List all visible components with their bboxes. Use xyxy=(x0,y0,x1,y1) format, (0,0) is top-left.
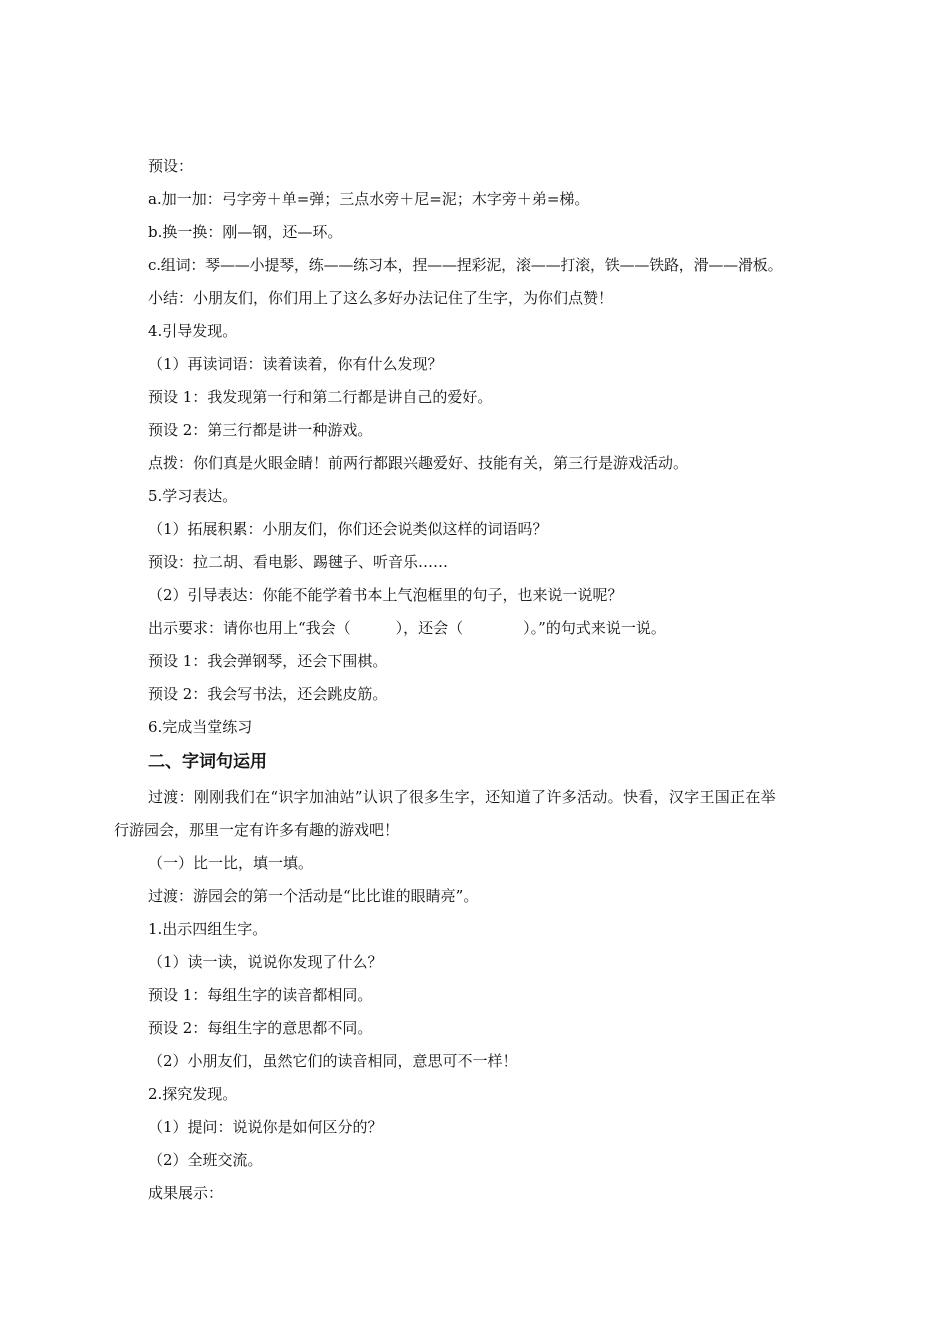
paragraph: 小结：小朋友们，你们用上了这么多好办法记住了生字，为你们点赞！ xyxy=(148,289,614,307)
paragraph: 出示要求：请你也用上“我会（ ），还会（ ）。”的句式来说一说。 xyxy=(148,619,666,637)
paragraph: 预设 2：我会写书法，还会跳皮筋。 xyxy=(148,685,388,703)
paragraph: 预设： xyxy=(148,157,194,175)
section-heading: 二、字词句运用 xyxy=(148,752,267,772)
paragraph: （2）全班交流。 xyxy=(148,1151,263,1169)
paragraph: 过渡：刚刚我们在“识字加油站”认识了很多生字，还知道了许多活动。快看，汉字王国正在举 xyxy=(148,788,776,806)
paragraph: 预设：拉二胡、看电影、踢毽子、听音乐…… xyxy=(148,553,449,571)
paragraph: 成果展示： xyxy=(148,1184,224,1202)
paragraph: （1）读一读，说说你发现了什么？ xyxy=(148,953,383,971)
paragraph: 2.探究发现。 xyxy=(148,1085,238,1103)
paragraph: c.组词：琴——小提琴，练——练习本，捏——捏彩泥，滚——打滚，铁——铁路，滑——滑板。 xyxy=(148,256,783,274)
paragraph: 预设 1：每组生字的读音都相同。 xyxy=(148,986,373,1004)
paragraph: 4.引导发现。 xyxy=(148,322,238,340)
paragraph: （一）比一比，填一填。 xyxy=(148,854,314,872)
paragraph: 行游园会，那里一定有许多有趣的游戏吧！ xyxy=(114,821,400,839)
paragraph: （1）提问：说说你是如何区分的？ xyxy=(148,1118,383,1136)
paragraph: 6.完成当堂练习 xyxy=(148,718,253,736)
paragraph: 预设 1：我会弹钢琴，还会下围棋。 xyxy=(148,652,388,670)
paragraph: 预设 1：我发现第一行和第二行都是讲自己的爱好。 xyxy=(148,388,493,406)
paragraph: 过渡：游园会的第一个活动是“比比谁的眼睛亮”。 xyxy=(148,887,479,905)
paragraph: 点拨：你们真是火眼金睛！前两行都跟兴趣爱好、技能有关，第三行是游戏活动。 xyxy=(148,454,689,472)
paragraph: a.加一加：弓字旁＋单=弹；三点水旁＋尼=泥；木字旁＋弟=梯。 xyxy=(148,190,590,208)
paragraph: b.换一换：刚—钢，还—环。 xyxy=(148,223,343,241)
paragraph: 预设 2：每组生字的意思都不同。 xyxy=(148,1019,373,1037)
paragraph: （1）拓展积累：小朋友们，你们还会说类似这样的词语吗？ xyxy=(148,520,548,538)
paragraph: （2）小朋友们，虽然它们的读音相同，意思可不一样！ xyxy=(148,1052,518,1070)
paragraph: （2）引导表达：你能不能学着书本上气泡框里的句子，也来说一说呢？ xyxy=(148,586,623,604)
paragraph: 1.出示四组生字。 xyxy=(148,920,268,938)
paragraph: 预设 2：第三行都是讲一种游戏。 xyxy=(148,421,373,439)
paragraph: 5.学习表达。 xyxy=(148,487,238,505)
paragraph: （1）再读词语：读着读着，你有什么发现？ xyxy=(148,355,443,373)
